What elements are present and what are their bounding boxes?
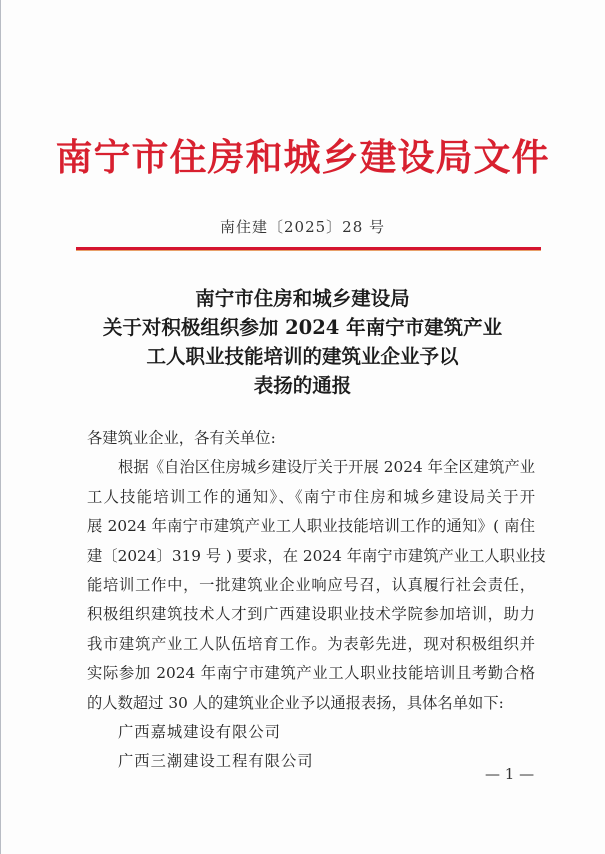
document-number: 南住建〔2025〕28 号 <box>219 218 386 236</box>
page-left-border <box>0 0 1 854</box>
title-line: 关于对积极组织参加 2024 年南宁市建筑产业 <box>102 316 503 339</box>
title-line: 南宁市住房和城乡建设局 <box>195 287 410 310</box>
document-masthead: 南宁市住房和城乡建设局文件 <box>55 135 550 179</box>
title-line: 工人职业技能培训的建筑业企业予以 <box>146 345 459 368</box>
paragraph-line: 我市建筑产业工人队伍培育工作。为表彰先进，现对积极组织并 <box>87 634 535 653</box>
document-body <box>87 424 546 777</box>
salutation: 各建筑业企业，各有关单位: <box>87 429 276 447</box>
page-number: — 1 — <box>485 765 535 783</box>
paragraph-line: 根据《自治区住房城乡建设厅关于开展 2024 年全区建筑产业 <box>118 458 535 477</box>
company-list-item: 广西三潮建设工程有限公司 <box>118 752 314 771</box>
red-divider-line <box>76 247 541 251</box>
paragraph-line: 的人数超过 30 人的建筑业企业予以通报表扬，具体名单如下: <box>87 693 504 712</box>
paragraph-line: 能培训工作中，一批建筑业企业响应号召，认真履行社会责任， <box>87 575 535 594</box>
paragraph-line: 展 2024 年南宁市建筑产业工人职业技能培训工作的通知》( 南住 <box>87 517 535 536</box>
company-list-item: 广西嘉城建设有限公司 <box>118 722 281 741</box>
paragraph-line: 建〔2024〕319 号 ) 要求，在 2024 年南宁市建筑产业工人职业技 <box>87 546 546 565</box>
document-title <box>0 284 605 400</box>
paragraph-line: 工人技能培训工作的通知》、《南宁市住房和城乡建设局关于开 <box>87 487 535 506</box>
paragraph-line: 实际参加 2024 年南宁市建筑产业工人职业技能培训且考勤合格 <box>87 664 535 683</box>
title-line: 表扬的通报 <box>253 374 352 397</box>
paragraph-line: 积极组织建筑技术人才到广西建设职业技术学院参加培训，助力 <box>87 605 535 624</box>
